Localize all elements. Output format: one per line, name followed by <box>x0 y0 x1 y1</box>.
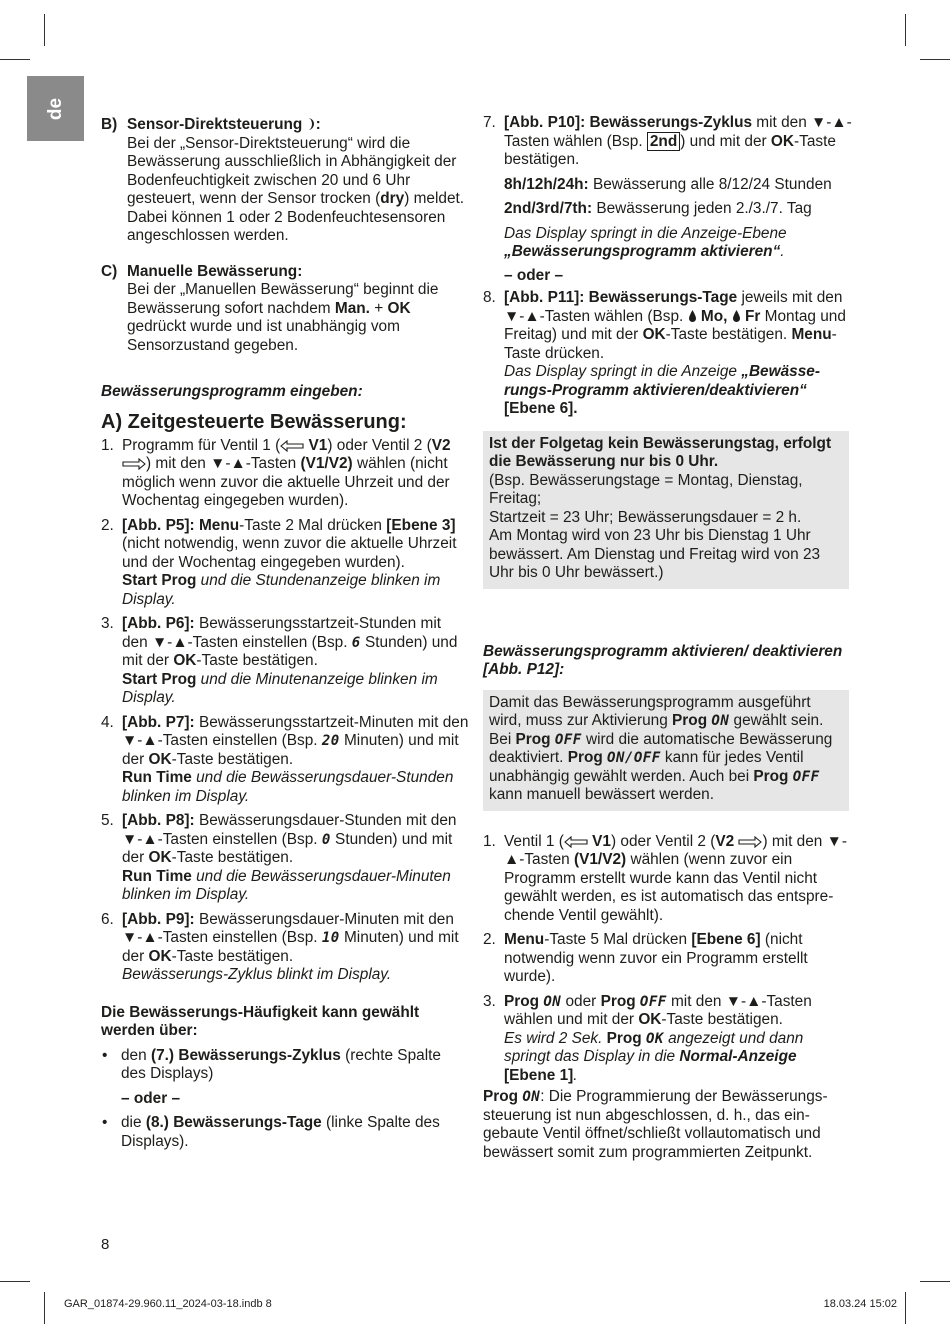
section-c <box>101 263 469 356</box>
timed-watering-heading: A) Zeitgesteuerte Bewässerung: <box>101 410 407 433</box>
crop-mark <box>905 14 906 46</box>
steps-list <box>101 437 469 985</box>
list-item: 1. Programm für Ventil 1 ( V1) oder Ventil 2 (V2 ) mit den ▼-▲-Tasten (V1/V2) wählen (nicht möglich wenn zuvor die aktuelle Uhrzeit und der Wochentag eingegeben wurden). <box>101 436 451 509</box>
water-drop-icon <box>732 309 741 323</box>
display-jump-text: Das Display springt in die Anzeige-Ebene „Bewässerungsprogramm aktivieren“. <box>504 224 787 260</box>
left-column <box>101 116 469 1151</box>
info-box <box>483 690 849 811</box>
crop-mark <box>920 1281 950 1282</box>
section-text: Bei der „Sensor-Direktsteuerung“ wird die Bewässerung ausschließlich in Abhängigkeit der Bodenfeuchtigkeit zwischen 20 und 6 Uhr gesteuert, wenn der Sensor trocken (dry) meldet. Dabei können 1 oder 2 Bodenfeuchtesensoren angeschlossen werden. <box>127 134 465 244</box>
or-separator: – oder – <box>504 266 564 284</box>
list-item: 7. [Abb. P10]: Bewässerungs-Zyklus mit den ▼-▲-Tasten wählen (Bsp. 2nd ) und mit der OK-Taste bestätigen. 8h/12h/24h: Bewässerung alle 8/12/24 Stunden 2nd/3rd/7th: Bewässerung jeden 2./3./7. Tag Das Display springt in die Anzeige-Ebene „Bewässerungsprogramm aktivieren“. – oder – <box>483 114 852 284</box>
info-box-text: Am Montag wird von 23 Uhr bis Dienstag 1 Uhr bewässert. Am Dienstag und Freitag wird von 23 Uhr bis 0 Uhr bewässert.) <box>489 527 821 581</box>
moon-icon <box>307 117 316 131</box>
water-drop-icon <box>688 309 697 323</box>
list-item: 8. [Abb. P11]: Bewässerungs-Tage jeweils mit den ▼-▲-Tasten wählen (Bsp. Mo, Fr Montag und Freitag) und mit der OK-Taste bestätigen. Menu-Taste drücken. Das Display springt in die Anzeige „Bewässerungs-Programm aktivieren/deaktivieren“ [Ebene 6]. <box>483 289 846 417</box>
list-item: • die (8.) Bewässerungs-Tage (linke Spalte des Displays). <box>102 1114 440 1150</box>
frequency-heading: Die Bewässerungs-Häufigkeit kann gewählt werden über: <box>101 1003 420 1039</box>
crop-mark <box>44 1292 45 1324</box>
arrow-left-icon <box>564 836 588 848</box>
program-heading: Bewässerungsprogramm eingeben: <box>101 383 363 400</box>
activate-heading: Bewässerungsprogramm aktivieren/ deaktivieren [Abb. P12]: <box>483 642 843 678</box>
footer-date: 18.03.24 15:02 <box>823 1298 897 1310</box>
final-text: Prog ON: Die Programmierung der Bewässerungssteuerung ist nun abgeschlossen, d. h., das eingebaute Ventil öffnet/schließt vollautomatisch und bewässert somit zum programmierten Zeitpunkt. <box>483 1088 828 1161</box>
info-box-text: Startzeit = 23 Uhr; Bewässerungsdauer = 2 h. <box>489 508 802 526</box>
or-separator: – oder – <box>121 1089 181 1107</box>
steps-list <box>483 114 853 419</box>
section-letter: B) <box>101 116 118 133</box>
info-box-text: (Bsp. Bewässerungstage = Montag, Dienstag, Freitag; <box>489 471 803 507</box>
page-number: 8 <box>101 1236 110 1253</box>
list-item: 5. [Abb. P8]: Bewässerungsdauer-Stunden mit den ▼-▲-Tasten einstellen (Bsp. 0 Stunden) und mit der OK-Taste bestätigen. Run Time und die Bewässerungsdauer-Minuten blinken im Display. <box>101 812 457 903</box>
list-item: • den (7.) Bewässerungs-Zyklus (rechte Spalte des Displays) <box>102 1046 441 1082</box>
steps-list <box>483 833 853 1086</box>
section-title: Manuelle Bewässerung: <box>127 262 303 280</box>
footer-file-info: GAR_01874-29.960.11_2024-03-18.indb 8 <box>64 1298 272 1310</box>
arrow-left-icon <box>280 440 304 452</box>
section-text: Bei der „Manuellen Bewässerung“ beginnt die Bewässerung sofort nachdem Man. + OK gedrückt wurde und ist unabhängig vom Sensorzustand gegeben. <box>127 281 439 354</box>
section-b <box>101 116 469 246</box>
frequency-list <box>101 1047 469 1152</box>
display-cycle-value: 2nd <box>647 132 680 151</box>
list-item: 3. [Abb. P6]: Bewässerungsstartzeit-Stunden mit den ▼-▲-Tasten einstellen (Bsp. 6 Stunden) und mit der OK-Taste bestätigen. Start Prog und die Minutenanzeige blinken im Display. <box>101 615 458 706</box>
crop-mark <box>920 59 950 60</box>
cycle-days-text: 2nd/3rd/7th: Bewässerung jeden 2./3./7. Tag <box>504 200 812 217</box>
list-item: 4. [Abb. P7]: Bewässerungsstartzeit-Minuten mit den ▼-▲-Tasten einstellen (Bsp. 20 Minuten) und mit der OK-Taste bestätigen. Run Time und die Bewässerungsdauer-Stunden blinken im Display. <box>101 713 469 805</box>
section-letter: C) <box>101 262 118 280</box>
list-item: 3. Prog ON oder Prog OFF mit den ▼-▲-Tasten wählen und mit der OK-Taste bestätigen. Es wird 2 Sek. Prog OK angezeigt und dann springt das Display in die Normal-Anzeige [Ebene 1]. <box>483 992 812 1084</box>
language-tab <box>27 76 84 141</box>
info-box-text: Damit das Bewässerungsprogramm ausgeführt wird, muss zur Aktivierung Prog ON gewählt sein. Bei Prog OFF wird die automatische Bewässerung deaktiviert. Prog ON/OFF kann für jedes Ventil unabhängig gewählt werden. Auch bei Prog OFF kann manuell bewässert werden. <box>489 693 833 803</box>
crop-mark <box>44 14 45 46</box>
list-item: 6. [Abb. P9]: Bewässerungsdauer-Minuten mit den ▼-▲-Tasten einstellen (Bsp. 10 Minuten) und mit der OK-Taste bestätigen. Bewässerungs-Zyklus blinkt im Display. <box>101 910 459 983</box>
crop-mark <box>0 59 30 60</box>
list-item: 1. Ventil 1 ( V1) oder Ventil 2 (V2 ) mit den ▼-▲-Tasten (V1/V2) wählen (wenn zuvor ein Programm erstellt wurde kann das Ventil nicht gewählt werden, es ist automatisch das entsprechende Ventil gewählt). <box>483 832 847 924</box>
list-item: 2. Menu-Taste 5 Mal drücken [Ebene 6] (nicht notwendig wenn zuvor ein Programm erstellt wurde). <box>483 931 808 985</box>
crop-mark <box>905 1292 906 1324</box>
section-title: Sensor-Direktsteuerung : <box>127 116 321 133</box>
crop-mark <box>0 1281 30 1282</box>
info-box <box>483 431 849 589</box>
cycle-hours-text: 8h/12h/24h: Bewässerung alle 8/12/24 Stunden <box>504 175 832 193</box>
info-box-title: Ist der Folgetag kein Bewässerungstag, erfolgt die Bewässerung nur bis 0 Uhr. <box>489 434 832 470</box>
list-item: 2. [Abb. P5]: Menu-Taste 2 Mal drücken [Ebene 3] (nicht notwendig, wenn zuvor die aktuelle Uhrzeit und der Wochentag eingegeben wurden). Start Prog und die Stundenanzeige blinken im Display. <box>101 516 457 608</box>
arrow-right-icon <box>738 836 762 848</box>
language-label: de <box>44 97 66 120</box>
arrow-right-icon <box>122 458 146 470</box>
right-column <box>483 114 853 1162</box>
